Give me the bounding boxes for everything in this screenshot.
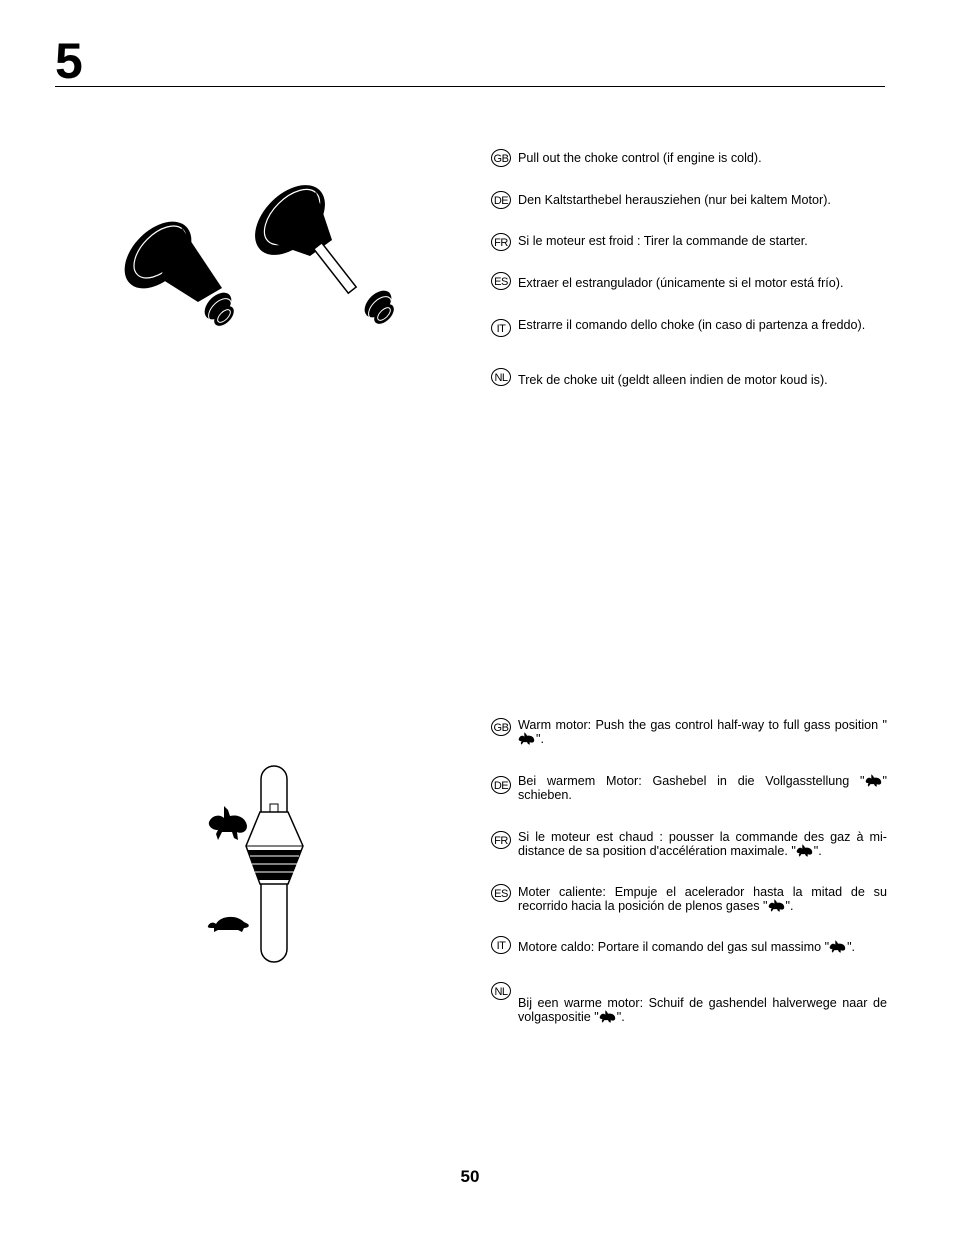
- language-badge: IT: [491, 319, 511, 337]
- instruction-text: Bij een warme motor: Schuif de gashendel halverwege naar de volgaspositie " ".: [518, 996, 887, 1024]
- language-badge: ES: [491, 272, 511, 290]
- instruction-text: Extraer el estrangulador (únicamente si el motor está frío).: [518, 276, 844, 290]
- throttle-lever-illustration: [200, 760, 310, 966]
- language-badge: DE: [491, 776, 511, 794]
- language-badge: DE: [491, 191, 511, 209]
- instruction-text: Bei warmem Motor: Gashebel in die Vollgasstellung " " schieben.: [518, 774, 887, 802]
- language-badge: NL: [491, 982, 511, 1000]
- instruction-text: Estrarre il comando dello choke (in caso di partenza a freddo).: [518, 318, 866, 332]
- rabbit-icon: [209, 806, 247, 840]
- rabbit-icon: [518, 732, 536, 745]
- language-badge: IT: [491, 936, 511, 954]
- instruction-text: Trek de choke uit (geldt alleen indien de motor koud is).: [518, 373, 828, 387]
- instruction-text: Den Kaltstarthebel herausziehen (nur bei kaltem Motor).: [518, 193, 831, 207]
- rabbit-icon: [865, 774, 883, 787]
- choke-knob-illustration: [120, 170, 410, 340]
- turtle-icon: [208, 917, 249, 932]
- page-number: 50: [460, 1167, 480, 1186]
- rabbit-icon: [768, 899, 786, 912]
- instruction-text: Warm motor: Push the gas control half-way to full gass position "".: [518, 718, 887, 746]
- language-badge: FR: [491, 831, 511, 849]
- instruction-text: Motore caldo: Portare il comando del gas sul massimo " ".: [518, 940, 856, 954]
- language-badge: GB: [491, 149, 511, 167]
- rabbit-icon: [829, 940, 847, 953]
- instruction-text: Si le moteur est froid : Tirer la commande de starter.: [518, 234, 808, 248]
- language-badge: GB: [491, 718, 511, 736]
- language-badge: ES: [491, 884, 511, 902]
- instruction-text: Moter caliente: Empuje el acelerador hasta la mitad de su recorrido hacia la posición de plenos gases " ".: [518, 885, 887, 913]
- chapter-number: 5: [55, 33, 83, 89]
- rabbit-icon: [599, 1010, 617, 1023]
- rabbit-icon: [796, 844, 814, 857]
- language-badge: FR: [491, 233, 511, 251]
- language-badge: NL: [491, 368, 511, 386]
- header-rule: [55, 86, 885, 87]
- instruction-text: Pull out the choke control (if engine is cold).: [518, 151, 762, 165]
- instruction-text: Si le moteur est chaud : pousser la commande des gaz à mi-distance de sa position d'accélération maximale. " ".: [518, 830, 887, 858]
